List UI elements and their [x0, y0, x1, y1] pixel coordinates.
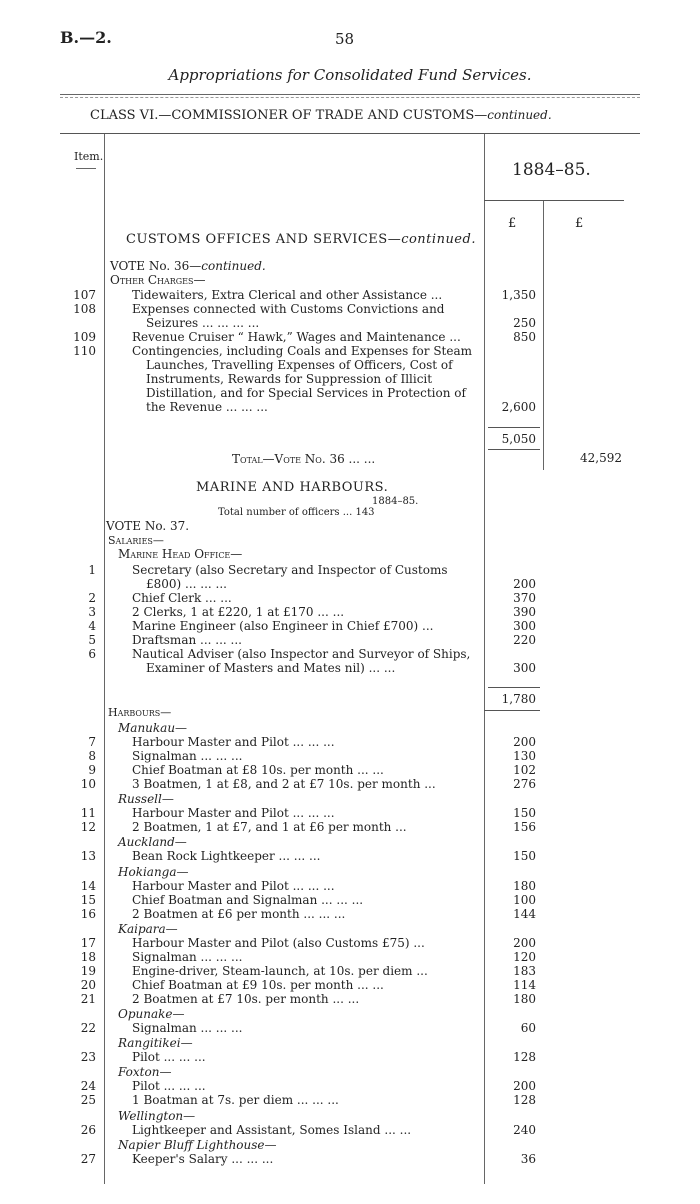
item-description: Seizures ... ... ... ...: [146, 316, 260, 330]
item-amount: 200: [513, 1079, 536, 1094]
item-amount: 183: [513, 963, 536, 978]
total-officers: Total number of officers ... 143: [218, 507, 375, 518]
item-amount: 200: [513, 735, 536, 749]
item-description: Harbour Master and Pilot (also Customs £75) ...: [132, 935, 425, 950]
customs-subtotal: 5,050: [501, 432, 536, 446]
line-item: [0, 907, 700, 921]
line-item: [0, 591, 700, 605]
place-name: Rangitikei—: [118, 1036, 193, 1051]
item-description: Chief Boatman at £9 10s. per month ... ...: [132, 977, 384, 992]
item-description: Signalman ... ... ...: [132, 1021, 243, 1035]
item-amount: 1,350: [501, 288, 536, 302]
line-item: [0, 633, 700, 647]
line-item: [0, 936, 700, 950]
section-heading-text: CUSTOMS OFFICES AND SERVICES—: [126, 232, 402, 247]
place-name: Wellington—: [118, 1108, 196, 1123]
item-number: 25: [80, 1093, 96, 1108]
item-description: Tidewaiters, Extra Clerical and other Assistance ...: [132, 288, 443, 302]
item-number: 10: [80, 777, 96, 791]
item-number: 3: [88, 605, 96, 619]
item-amount: 180: [513, 878, 536, 893]
place-heading: [0, 1109, 700, 1123]
line-item: [0, 1050, 700, 1064]
item-description: Examiner of Masters and Mates nil) ... ...: [146, 661, 396, 675]
item-number: 20: [80, 977, 96, 992]
line-item: [0, 735, 700, 749]
item-amount: 370: [513, 591, 536, 605]
line-item: [0, 763, 700, 777]
group-heading-salaries: Salaries—: [108, 534, 164, 547]
item-amount: 128: [513, 1093, 536, 1108]
item-description: Pilot ... ... ...: [132, 1079, 206, 1094]
item-amount: 114: [513, 977, 536, 992]
line-item: [0, 849, 700, 863]
item-amount: 150: [513, 849, 536, 864]
line-item: [0, 386, 700, 400]
place-heading: [0, 1036, 700, 1050]
item-number: 21: [80, 991, 96, 1006]
item-description: Draftsman ... ... ...: [132, 633, 242, 647]
marine-office-subtotal: 1,780: [501, 692, 536, 706]
place-heading: [0, 835, 700, 849]
total-vote-36-label: Total—Vote No. 36 ... ...: [232, 452, 376, 466]
place-name: Russell—: [118, 792, 174, 807]
item-number: 23: [80, 1050, 96, 1065]
item-amount: 60: [520, 1021, 536, 1035]
item-description: 2 Boatmen at £6 per month ... ... ...: [132, 906, 346, 921]
line-item: [0, 577, 700, 591]
item-number: 15: [80, 892, 96, 907]
vote-36-text: VOTE No. 36—: [110, 259, 202, 273]
item-amount: 150: [513, 806, 536, 821]
item-description: Instruments, Rewards for Suppression of Illicit: [146, 372, 433, 386]
item-amount: 850: [513, 330, 536, 344]
item-description: Harbour Master and Pilot ... ... ...: [132, 878, 335, 893]
item-description: Marine Engineer (also Engineer in Chief £700) ...: [132, 619, 434, 633]
item-number: 16: [80, 906, 96, 921]
item-number: 27: [80, 1151, 96, 1166]
line-item: [0, 777, 700, 791]
item-description: Signalman ... ... ...: [132, 949, 243, 964]
item-amount: 156: [513, 820, 536, 835]
line-item: [0, 619, 700, 633]
divider: [60, 94, 640, 95]
year-column-header: 1884–85.: [512, 160, 591, 180]
item-description: 2 Boatmen at £7 10s. per month ... ...: [132, 991, 360, 1006]
item-column-header: Item.: [74, 150, 104, 163]
item-description: Launches, Travelling Expenses of Officers, Cost of: [146, 358, 453, 372]
item-description: the Revenue ... ... ...: [146, 400, 268, 414]
marine-year: 1884–85.: [372, 496, 419, 507]
item-amount: 200: [513, 935, 536, 950]
item-number: 12: [80, 820, 96, 835]
item-amount: 120: [513, 949, 536, 964]
line-item: [0, 1093, 700, 1107]
vote-36-continued: continued.: [201, 259, 266, 273]
line-item: [0, 288, 700, 302]
item-amount: 128: [513, 1050, 536, 1065]
item-amount: 200: [513, 577, 536, 591]
item-number: 4: [88, 619, 96, 633]
item-amount: 130: [513, 749, 536, 763]
item-number: 108: [73, 302, 96, 316]
total-vote-36-amount: 42,592: [580, 451, 622, 465]
line-item: [0, 316, 700, 330]
item-amount: 2,600: [501, 400, 536, 414]
section-heading-marine: MARINE AND HARBOURS.: [196, 480, 389, 495]
line-item: [0, 820, 700, 834]
line-item: [0, 806, 700, 820]
place-name: Manukau—: [118, 721, 188, 735]
group-heading-other-charges: Other Charges—: [110, 273, 206, 287]
line-item: [0, 1123, 700, 1137]
item-amount: 390: [513, 605, 536, 619]
line-item: [0, 1079, 700, 1093]
item-number: 18: [80, 949, 96, 964]
item-number: 109: [73, 330, 96, 344]
item-number: 107: [73, 288, 96, 302]
line-item: [0, 400, 700, 414]
item-number: 9: [88, 763, 96, 777]
line-item: [0, 358, 700, 372]
divider: [60, 97, 640, 98]
item-description: £800) ... ... ...: [146, 577, 227, 591]
item-number: 7: [88, 735, 96, 749]
item-description: 2 Boatmen, 1 at £7, and 1 at £6 per month ...: [132, 820, 407, 835]
item-description: Harbour Master and Pilot ... ... ...: [132, 735, 335, 749]
item-number: 110: [73, 344, 96, 358]
line-item: [0, 330, 700, 344]
page-title: Appropriations for Consolidated Fund Services.: [168, 66, 532, 84]
item-description: Contingencies, including Coals and Expenses for Steam: [132, 344, 472, 358]
line-item: [0, 749, 700, 763]
place-name: Auckland—: [118, 835, 187, 850]
item-amount: 240: [513, 1122, 536, 1137]
item-amount: 300: [513, 661, 536, 675]
class-heading-text: CLASS VI.—COMMISSIONER OF TRADE AND CUSTOMS—: [90, 108, 488, 123]
item-description: Pilot ... ... ...: [132, 1050, 206, 1065]
place-heading: [0, 1007, 700, 1021]
item-description: Distillation, and for Special Services in Protection of: [146, 386, 466, 400]
line-item: [0, 1021, 700, 1035]
line-item: [0, 950, 700, 964]
item-description: 2 Clerks, 1 at £220, 1 at £170 ... ...: [132, 605, 345, 619]
place-heading: [0, 1138, 700, 1152]
group-heading-harbours: Harbours—: [108, 706, 172, 719]
line-item: [0, 372, 700, 386]
document-reference: B.—2.: [60, 28, 112, 47]
item-description: Revenue Cruiser “ Hawk,” Wages and Maintenance ...: [132, 330, 461, 344]
pound-sign-column2: £: [575, 216, 584, 231]
item-description: Chief Boatman at £8 10s. per month ... ...: [132, 763, 384, 777]
section-heading-customs: [126, 232, 476, 247]
place-heading: [0, 721, 700, 735]
section-heading-continued: continued.: [401, 232, 476, 247]
line-item: [0, 978, 700, 992]
item-amount: 220: [513, 633, 536, 647]
item-description: Keeper's Salary ... ... ...: [132, 1151, 274, 1166]
vote-36-heading: [110, 259, 266, 273]
line-item: [0, 661, 700, 675]
year-underline: [484, 200, 624, 201]
place-name: Napier Bluff Lighthouse—: [118, 1137, 277, 1152]
item-amount: 180: [513, 991, 536, 1006]
item-number: 14: [80, 878, 96, 893]
item-description: Engine-driver, Steam-launch, at 10s. per diem ...: [132, 963, 428, 978]
place-name: Hokianga—: [118, 864, 189, 879]
item-number: 26: [80, 1122, 96, 1137]
place-heading: [0, 922, 700, 936]
line-item: [0, 879, 700, 893]
line-item: [0, 605, 700, 619]
item-number: 8: [88, 749, 96, 763]
item-amount: 250: [513, 316, 536, 330]
place-name: Kaipara—: [118, 921, 178, 936]
item-amount: 144: [513, 906, 536, 921]
item-amount: 276: [513, 777, 536, 791]
place-name: Opunake—: [118, 1007, 185, 1021]
line-item: [0, 647, 700, 661]
vote-37-heading: VOTE No. 37.: [106, 519, 190, 533]
page-number: 58: [335, 30, 355, 48]
place-heading: [0, 865, 700, 879]
item-number: 5: [88, 633, 96, 647]
item-description: 1 Boatman at 7s. per diem ... ... ...: [132, 1093, 339, 1108]
line-item: [0, 302, 700, 316]
item-description: Chief Boatman and Signalman ... ... ...: [132, 892, 364, 907]
group-heading-marine-head-office: Marine Head Office—: [118, 547, 243, 561]
subtotal-rule: [488, 449, 540, 450]
item-description: Bean Rock Lightkeeper ... ... ...: [132, 849, 321, 864]
item-number: 19: [80, 963, 96, 978]
item-amount: 36: [520, 1151, 536, 1166]
item-number: 1: [88, 563, 96, 577]
line-item: [0, 992, 700, 1006]
item-description: 3 Boatmen, 1 at £8, and 2 at £7 10s. per month ...: [132, 777, 436, 791]
item-number: 17: [80, 935, 96, 950]
line-item: [0, 563, 700, 577]
class-heading-continued: continued.: [487, 108, 552, 122]
item-amount: 102: [513, 763, 536, 777]
class-heading: [90, 108, 552, 123]
item-number: 13: [80, 849, 96, 864]
item-description: Lightkeeper and Assistant, Somes Island ... ...: [132, 1122, 412, 1137]
line-item: [0, 893, 700, 907]
pound-sign-column1: £: [508, 216, 517, 231]
item-description: Nautical Adviser (also Inspector and Surveyor of Ships,: [132, 647, 471, 661]
item-number: 6: [88, 647, 96, 661]
item-number: 2: [88, 591, 96, 605]
divider: [76, 168, 96, 169]
item-amount: 300: [513, 619, 536, 633]
place-heading: [0, 792, 700, 806]
item-description: Secretary (also Secretary and Inspector of Customs: [132, 563, 448, 577]
item-amount: 100: [513, 892, 536, 907]
place-heading: [0, 1065, 700, 1079]
item-description: Signalman ... ... ...: [132, 749, 243, 763]
item-number: 22: [80, 1021, 96, 1035]
item-description: Expenses connected with Customs Convictions and: [132, 302, 445, 316]
line-item: [0, 344, 700, 358]
line-item: [0, 1152, 700, 1166]
divider: [60, 133, 640, 134]
item-number: 24: [80, 1079, 96, 1094]
item-description: Chief Clerk ... ...: [132, 591, 232, 605]
subtotal-rule: [488, 427, 540, 428]
subtotal-rule: [488, 687, 540, 688]
place-name: Foxton—: [118, 1065, 172, 1080]
item-number: 11: [80, 806, 96, 821]
subtotal-rule: [484, 710, 540, 711]
line-item: [0, 964, 700, 978]
item-description: Harbour Master and Pilot ... ... ...: [132, 806, 335, 821]
